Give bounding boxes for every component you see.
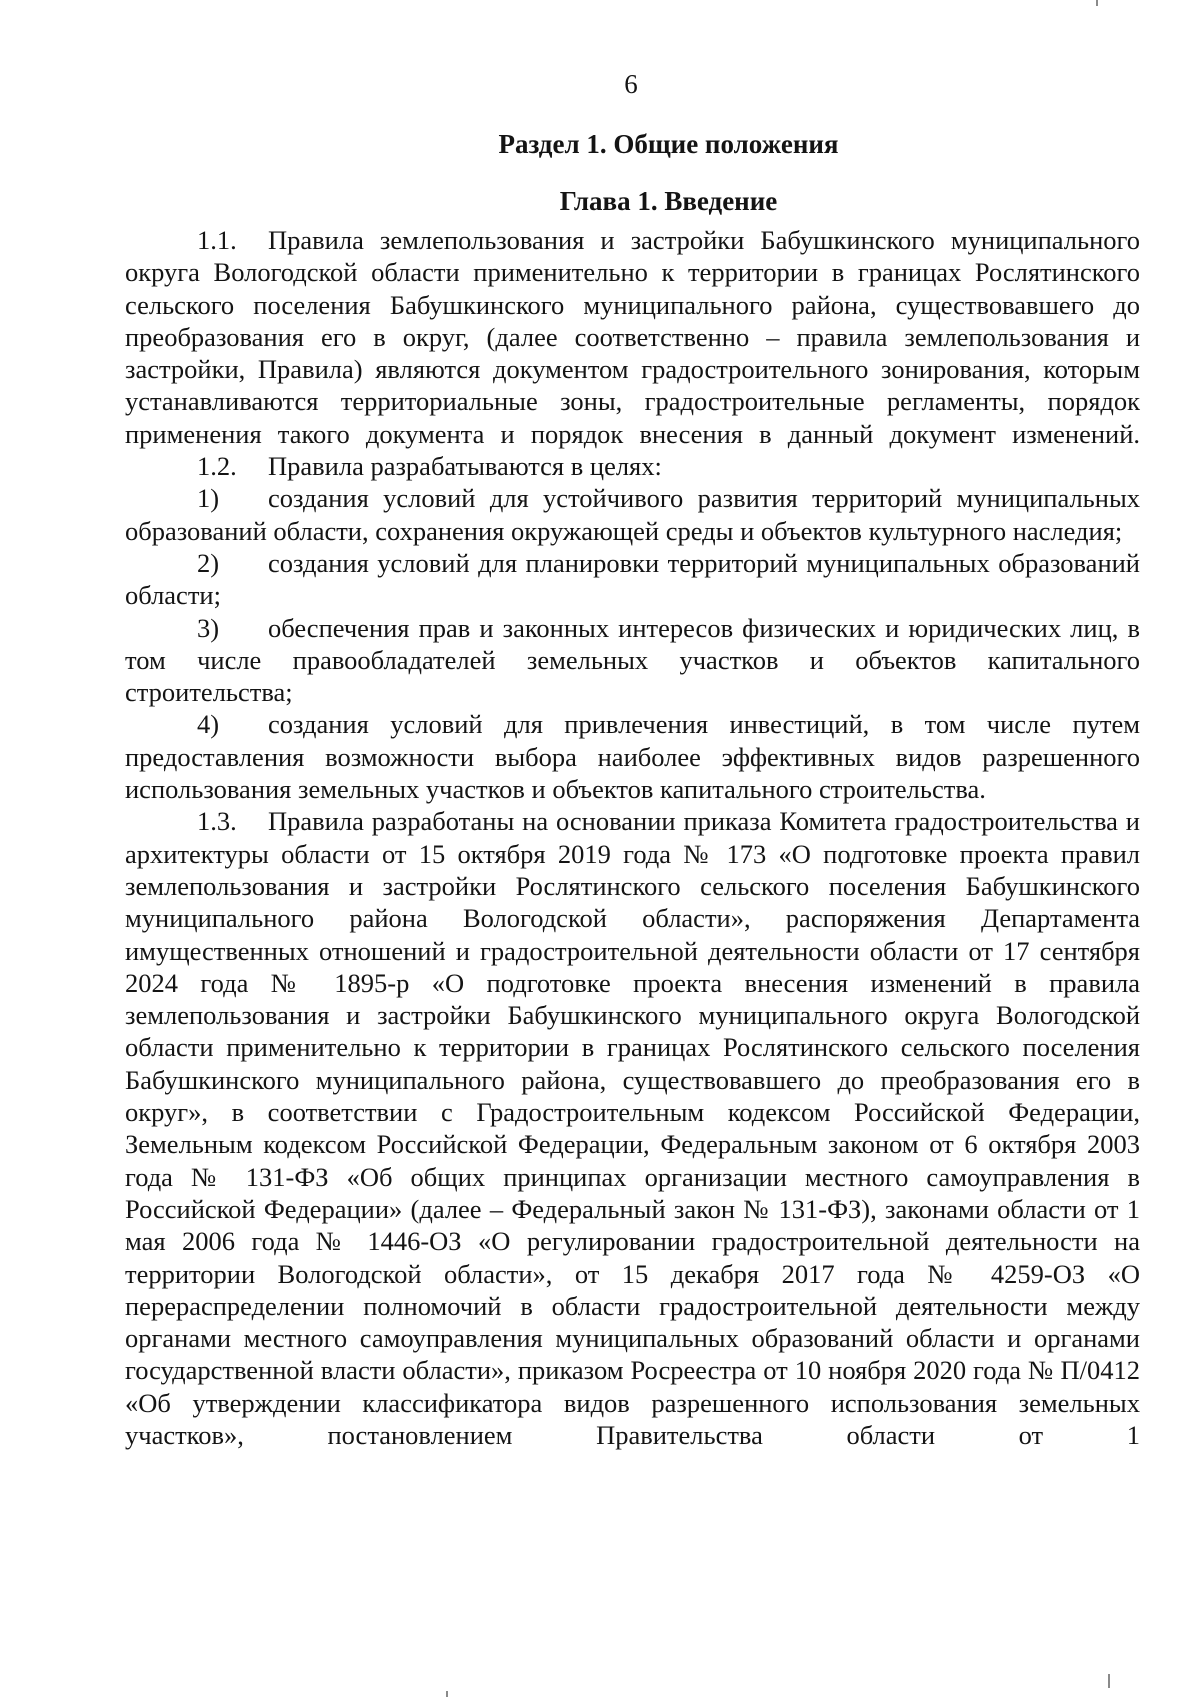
list-item-2 [125,547,1140,612]
paragraph-1-2 [125,450,1140,482]
list-item-4 [125,708,1140,805]
list-item-1 [125,482,1140,547]
list-item-text: обеспечения прав и законных интересов физических и юридических лиц, в том числе правообладателей земельных участков и объектов капитального строительства; [125,612,1140,708]
paragraph-number: 1.2. [197,451,237,482]
paragraph-number: 1.3. [197,806,237,837]
list-item-text: создания условий для привлечения инвестиций, в том числе путем предоставления возможности выбора наиболее эффективных видов разрешенного использования земельных участков и объектов капитального строительства. [125,709,1140,805]
section-title: Раздел 1. Общие положения [498,129,839,159]
scan-mark-bottom-right [1108,1674,1110,1688]
scan-mark-top-right [1096,0,1098,6]
list-item-text: создания условий для планировки территорий муниципальных образований области; [125,547,1140,611]
paragraph-text: Правила разработаны на основании приказа Комитета градостроительства и архитектуры области от 15 октября 2019 года № 173 «О подготовке проекта правил землепользования и застройки Рослятинского сельского поселения Бабушкинского муниципального района Вологодской области», распоряжения Департамента имущественных отношений и градостроительной деятельности области от 17 сентября 2024 года № 1895-р «О подготовке проекта внесения изменений в правила землепользования и застройки Бабушкинского муниципального округа Вологодской области применительно к территории в границах Рослятинского сельского поселения Бабушкинского муниципального района, существовавшего до преобразования его в округ», в соответствии с Градостроительным кодексом Российской Федерации, Земельным кодексом Российской Федерации, Федеральным законом от 6 октября 2003 года № 131-ФЗ «Об общих принципах организации местного самоуправления в Российской Федерации» (далее – Федеральный закон № 131-ФЗ), законами области от 1 мая 2006 года № 1446-ОЗ «О регулировании градостроительной деятельности на территории Вологодской области», от 15 декабря 2017 года № 4259-ОЗ «О перераспределении полномочий в области градостроительной деятельности между органами местного самоуправления муниципальных образований области и органами государственной власти области», приказом Росреестра от 10 ноября 2020 года № П/0412 «Об утверждении классификатора видов разрешенного использования земельных участков», постановлением Правительства области от 1 [125,806,1140,1450]
paragraph-text: Правила землепользования и застройки Бабушкинского муниципального округа Вологодской области применительно к территории в границах Рослятинского сельского поселения Бабушкинского муниципального района, существовавшего до преобразования его в округ, (далее соответственно – правила землепользования и застройки, Правила) являются документом градостроительного зонирования, которым устанавливаются территориальные зоны, градостроительные регламенты, порядок применения такого документа и порядок внесения в данный документ изменений. [125,225,1140,449]
scan-mark-bottom-left [446,1691,448,1697]
paragraph-1-1 [125,224,1140,450]
paragraph-text: Правила разрабатываются в целях: [268,451,662,482]
document-body [125,224,1140,1451]
paragraph-number: 1.1. [197,225,237,255]
list-item-number: 1) [197,483,220,514]
chapter-title: Глава 1. Введение [559,186,778,216]
list-item-number: 2) [197,547,220,578]
paragraph-1-3 [125,805,1140,1451]
list-item-text: создания условий для устойчивого развития территорий муниципальных образований области, сохранения окружающей среды и объектов культурного наследия; [125,483,1140,546]
page-number: 6 [624,69,638,99]
list-item-number: 3) [197,612,220,643]
list-item-3 [125,612,1140,709]
list-item-number: 4) [197,709,220,740]
